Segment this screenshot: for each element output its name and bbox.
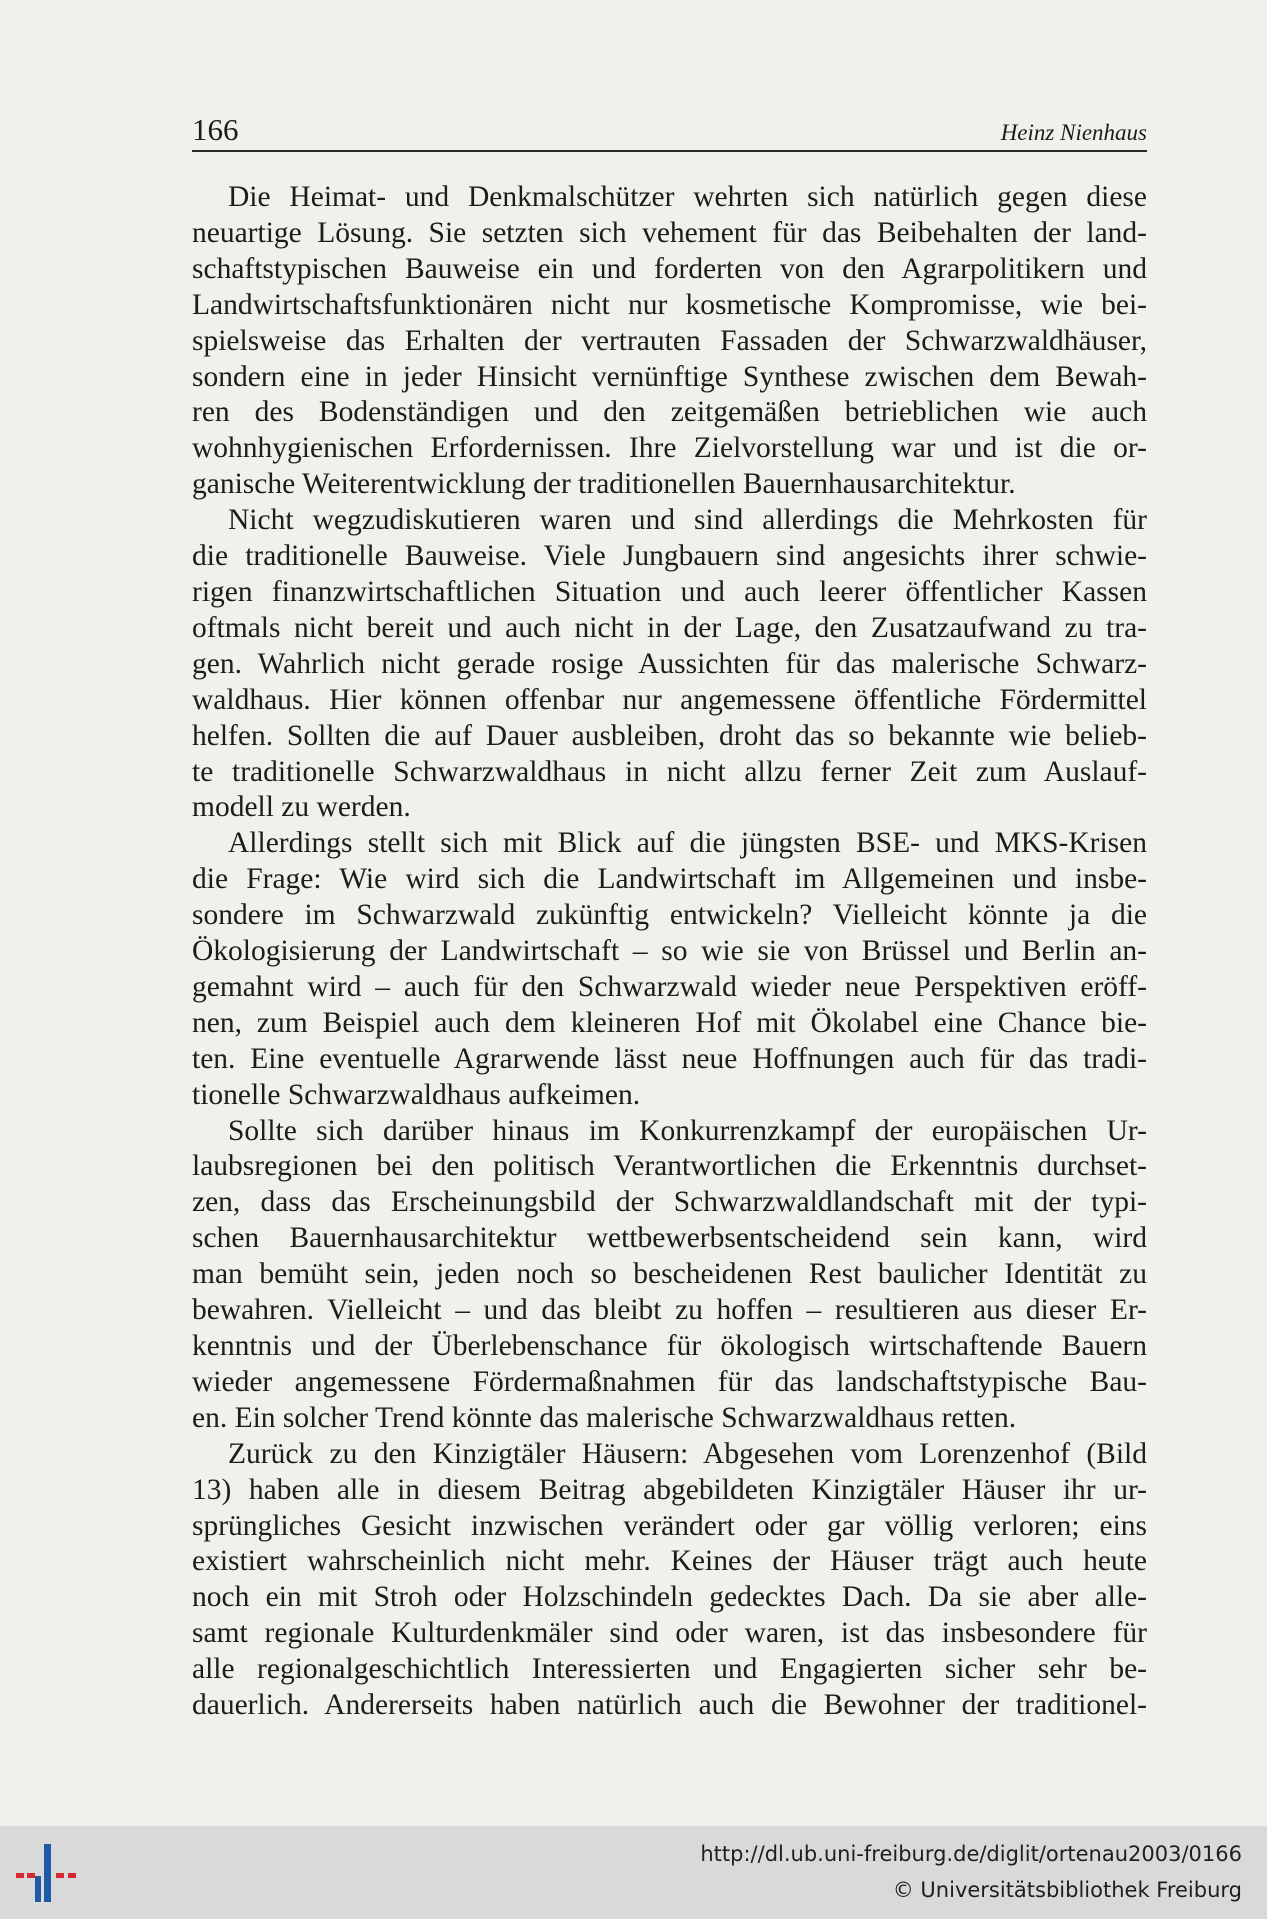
text-line: laubsregionen bei den politisch Verantwortlichen die Erkenntnis durchset-	[192, 1150, 1147, 1183]
text-line: ren des Bodenständigen und den zeitgemäßen betrieblichen wie auch	[192, 396, 1147, 429]
text-line: 13) haben alle in diesem Beitrag abgebildeten Kinzigtäler Häuser ihr ur-	[192, 1473, 1147, 1506]
text-line: Sollte sich darüber hinaus im Konkurrenzkampf der europäischen Ur-	[228, 1114, 1147, 1147]
text-line: zen, dass das Erscheinungsbild der Schwarzwaldlandschaft mit der typi-	[192, 1186, 1147, 1219]
text-line: nen, zum Beispiel auch dem kleineren Hof mit Ökolabel eine Chance bie-	[192, 1006, 1147, 1039]
text-line: en. Ein solcher Trend könnte das malerische Schwarzwaldhaus retten.	[192, 1401, 1017, 1434]
running-head-author: Heinz Nienhaus	[1000, 120, 1147, 145]
text-line: dauerlich. Andererseits haben natürlich auch die Bewohner der traditionel-	[192, 1689, 1147, 1722]
library-footer-bar	[0, 1826, 1267, 1919]
text-line: samt regionale Kulturdenkmäler sind oder waren, ist das insbesondere für	[192, 1617, 1147, 1650]
text-line: ten. Eine eventuelle Agrarwende lässt neue Hoffnungen auch für das tradi-	[192, 1042, 1147, 1075]
text-line: Landwirtschaftsfunktionären nicht nur kosmetische Kompromisse, wie bei-	[192, 288, 1147, 321]
page-header	[192, 112, 1147, 152]
text-line: te traditionelle Schwarzwaldhaus in nicht allzu ferner Zeit zum Auslauf-	[192, 755, 1147, 788]
text-line: existiert wahrscheinlich nicht mehr. Keines der Häuser trägt auch heute	[192, 1545, 1147, 1578]
text-line: gen. Wahrlich nicht gerade rosige Aussichten für das malerische Schwarz-	[192, 647, 1147, 680]
text-line: tionelle Schwarzwaldhaus aufkeimen.	[192, 1078, 641, 1111]
text-line: rigen finanzwirtschaftlichen Situation und auch leerer öffentlicher Kassen	[192, 575, 1147, 608]
paragraph	[192, 1437, 1147, 1724]
text-line: sondere im Schwarzwald zukünftig entwickeln? Vielleicht könnte ja die	[192, 899, 1147, 932]
library-logo-icon	[16, 1840, 80, 1906]
body-text	[192, 180, 1147, 1724]
text-line: kenntnis und der Überlebenschance für ökologisch wirtschaftende Bauern	[192, 1330, 1147, 1362]
text-line: modell zu werden.	[192, 791, 411, 824]
text-line: noch ein mit Stroh oder Holzschindeln gedecktes Dach. Da sie aber alle-	[192, 1581, 1147, 1614]
text-line: neuartige Lösung. Sie setzten sich vehement für das Beibehalten der land-	[192, 216, 1147, 249]
paragraph	[192, 503, 1147, 826]
source-url-link[interactable]: http://dl.ub.uni-freiburg.de/diglit/ortenau2003/0166	[700, 1842, 1242, 1866]
text-line: alle regionalgeschichtlich Interessierten und Engagierten sicher sehr be-	[192, 1653, 1147, 1686]
text-line: bewahren. Vielleicht – und das bleibt zu hoffen – resultieren aus dieser Er-	[192, 1294, 1147, 1327]
text-line: oftmals nicht bereit und auch nicht in der Lage, den Zusatzaufwand zu tra-	[192, 611, 1147, 644]
text-line: Ökologisierung der Landwirtschaft – so wie sie von Brüssel und Berlin an-	[192, 935, 1147, 968]
text-line: Nicht wegzudiskutieren waren und sind allerdings die Mehrkosten für	[228, 504, 1147, 537]
text-line: Zurück zu den Kinzigtäler Häusern: Abgesehen vom Lorenzenhof (Bild	[228, 1437, 1147, 1470]
text-line: wohnhygienischen Erfordernissen. Ihre Zielvorstellung war und ist die or-	[192, 432, 1147, 465]
paragraph	[192, 1114, 1147, 1437]
text-line: gemahnt wird – auch für den Schwarzwald wieder neue Perspektiven eröff-	[192, 970, 1147, 1003]
text-line: wieder angemessene Fördermaßnahmen für das landschaftstypische Bau-	[192, 1365, 1147, 1398]
text-line: helfen. Sollten die auf Dauer ausbleiben, droht das so bekannte wie belieb-	[192, 719, 1147, 752]
copyright-notice: © Universitätsbibliothek Freiburg	[892, 1878, 1242, 1902]
text-line: schaftstypischen Bauweise ein und forderten von den Agrarpolitikern und	[192, 252, 1147, 285]
text-line: sprüngliches Gesicht inzwischen verändert oder gar völlig verloren; eins	[192, 1509, 1147, 1542]
text-line: die Frage: Wie wird sich die Landwirtschaft im Allgemeinen und insbe-	[192, 863, 1147, 896]
text-line: ganische Weiterentwicklung der traditionellen Bauernhausarchitektur.	[192, 468, 1016, 501]
text-line: Die Heimat- und Denkmalschützer wehrten sich natürlich gegen diese	[228, 181, 1147, 213]
text-line: Allerdings stellt sich mit Blick auf die jüngsten BSE- und MKS-Krisen	[228, 827, 1147, 860]
text-line: man bemüht sein, jeden noch so bescheidenen Rest baulicher Identität zu	[192, 1258, 1147, 1291]
text-line: waldhaus. Hier können offenbar nur angemessene öffentliche Fördermittel	[192, 683, 1147, 716]
text-line: sondern eine in jeder Hinsicht vernünftige Synthese zwischen dem Bewah-	[192, 360, 1147, 393]
paragraph	[192, 826, 1147, 1113]
text-line: die traditionelle Bauweise. Viele Jungbauern sind angesichts ihrer schwie-	[192, 540, 1147, 573]
text-line: schen Bauernhausarchitektur wettbewerbsentscheidend sein kann, wird	[192, 1222, 1147, 1255]
paragraph	[192, 180, 1147, 503]
page-number: 166	[192, 112, 239, 147]
text-line: spielsweise das Erhalten der vertrauten Fassaden der Schwarzwaldhäuser,	[192, 324, 1147, 357]
